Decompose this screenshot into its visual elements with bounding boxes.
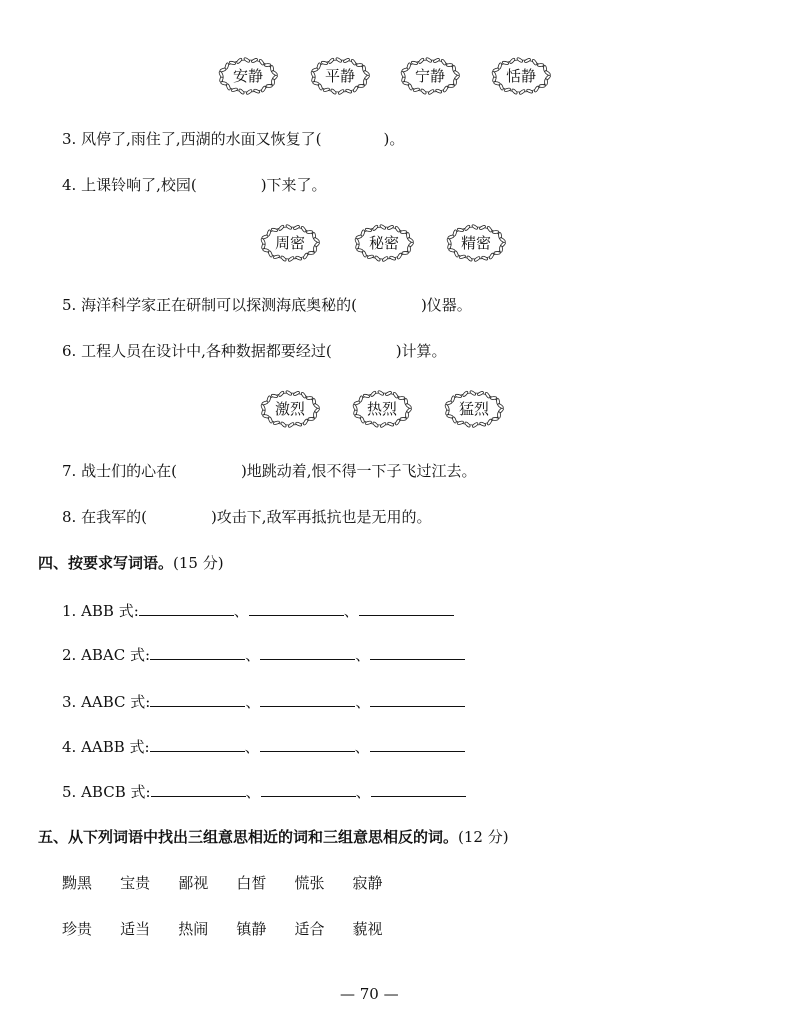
section-title: 四、按要求写词语。 <box>38 554 174 572</box>
answer-line[interactable] <box>371 782 466 797</box>
question-3 <box>62 128 404 149</box>
separator: 、 <box>355 693 371 711</box>
row-label: 3. AABC 式: <box>62 693 151 711</box>
answer-line[interactable] <box>260 645 355 660</box>
question-7 <box>62 460 477 481</box>
answer-line[interactable] <box>260 737 355 752</box>
sentence-text: 4. 上课铃响了,校园( <box>62 176 197 194</box>
separator: 、 <box>245 646 261 664</box>
word-list-row-1 <box>62 872 406 893</box>
word-wreath <box>489 55 553 97</box>
sentence-text: )下来了。 <box>260 176 327 194</box>
section-score: (15 分) <box>173 554 224 572</box>
row-label: 5. ABCB 式: <box>62 783 151 801</box>
sentence-text: 3. 风停了,雨住了,西湖的水面又恢复了( <box>62 130 322 148</box>
write-row <box>62 736 465 757</box>
answer-line[interactable] <box>151 782 246 797</box>
section-4-heading <box>38 552 224 573</box>
word-item: 珍贵 <box>62 920 93 938</box>
word-wreath <box>398 55 462 97</box>
row-label: 4. AABB 式: <box>62 738 150 756</box>
sentence-text: )仪器。 <box>420 296 472 314</box>
separator: 、 <box>244 738 260 756</box>
separator: 、 <box>343 602 359 620</box>
answer-line[interactable] <box>370 645 465 660</box>
word-wreath <box>444 222 508 264</box>
answer-line[interactable] <box>261 782 356 797</box>
question-4 <box>62 174 327 195</box>
word-item: 慌张 <box>294 874 325 892</box>
question-5 <box>62 294 472 315</box>
sentence-text: )。 <box>383 130 405 148</box>
write-row <box>62 781 466 802</box>
sentence-text: 6. 工程人员在设计中,各种数据都要经过( <box>62 342 332 360</box>
wreath-word: 激烈 <box>274 400 305 418</box>
word-wreath <box>258 388 322 430</box>
question-6 <box>62 340 447 361</box>
write-row <box>62 644 465 665</box>
section-title: 五、从下列词语中找出三组意思相近的词和三组意思相反的词。 <box>38 828 459 846</box>
sentence-text: 5. 海洋科学家正在研制可以探测海底奥秘的( <box>62 296 357 314</box>
word-wreath <box>216 55 280 97</box>
row-label: 2. ABAC 式: <box>62 646 151 664</box>
word-item: 镇静 <box>236 920 267 938</box>
answer-line[interactable] <box>249 601 344 616</box>
word-wreath <box>442 388 506 430</box>
wreath-word: 恬静 <box>505 67 536 85</box>
sentence-text: )计算。 <box>395 342 447 360</box>
answer-line[interactable] <box>370 692 465 707</box>
answer-line[interactable] <box>359 601 454 616</box>
section-5-heading <box>38 826 509 847</box>
answer-line[interactable] <box>150 645 245 660</box>
word-item: 适合 <box>294 920 325 938</box>
separator: 、 <box>355 783 371 801</box>
separator: 、 <box>354 738 370 756</box>
section-score: (12 分) <box>458 828 509 846</box>
page-number: — 70 — <box>340 985 399 1003</box>
word-wreath <box>258 222 322 264</box>
sentence-text: )地跳动着,恨不得一下子飞过江去。 <box>240 462 477 480</box>
word-wreath <box>350 388 414 430</box>
wreath-word: 精密 <box>460 234 491 252</box>
write-row <box>62 600 454 621</box>
word-wreath <box>352 222 416 264</box>
sentence-text: )攻击下,敌军再抵抗也是无用的。 <box>210 508 432 526</box>
wreath-word: 平静 <box>324 67 355 85</box>
answer-line[interactable] <box>150 737 245 752</box>
separator: 、 <box>355 646 371 664</box>
separator: 、 <box>245 693 261 711</box>
wreath-word: 宁静 <box>414 67 445 85</box>
word-item: 热闹 <box>178 920 209 938</box>
separator: 、 <box>233 602 249 620</box>
answer-line[interactable] <box>139 601 234 616</box>
word-item: 藐视 <box>352 920 383 938</box>
write-row <box>62 691 465 712</box>
word-item: 鄙视 <box>178 874 209 892</box>
answer-line[interactable] <box>370 737 465 752</box>
answer-line[interactable] <box>260 692 355 707</box>
separator: 、 <box>245 783 261 801</box>
word-wreath <box>308 55 372 97</box>
sentence-text: 7. 战士们的心在( <box>62 462 177 480</box>
word-item: 适当 <box>120 920 151 938</box>
sentence-text: 8. 在我军的( <box>62 508 147 526</box>
word-item: 寂静 <box>352 874 383 892</box>
word-item: 白皙 <box>236 874 267 892</box>
wreath-word: 安静 <box>232 67 263 85</box>
question-8 <box>62 506 432 527</box>
wreath-word: 周密 <box>274 234 305 252</box>
wreath-word: 秘密 <box>368 234 399 252</box>
word-list-row-2 <box>62 918 406 939</box>
word-item: 宝贵 <box>120 874 151 892</box>
word-item: 黝黑 <box>62 874 93 892</box>
row-label: 1. ABB 式: <box>62 602 139 620</box>
answer-line[interactable] <box>150 692 245 707</box>
wreath-word: 热烈 <box>366 400 397 418</box>
wreath-word: 猛烈 <box>458 400 489 418</box>
